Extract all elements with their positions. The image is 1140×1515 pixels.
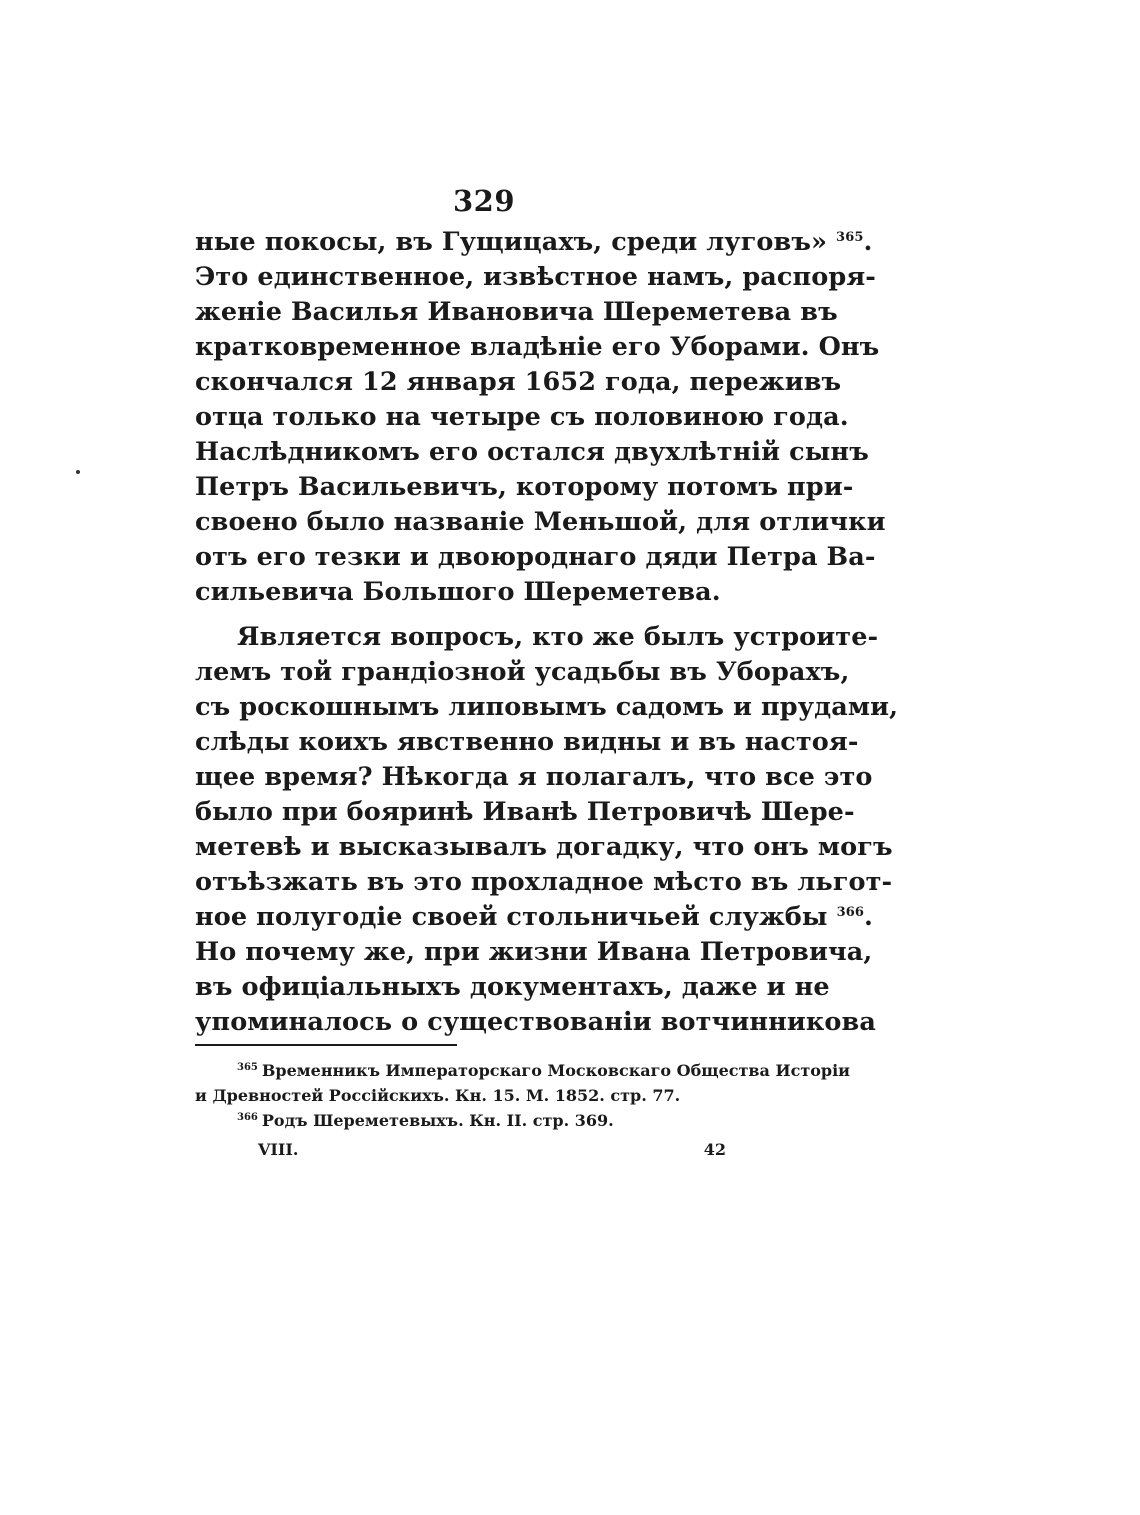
footnote-365: $^{365}$ Временникъ Императорскаго Московскаго Общества Исторіи: [237, 1061, 851, 1080]
footnote-number: 365: [237, 1062, 258, 1073]
text-line: щее время? Нѣкогда я полагалъ, что все это: [195, 762, 873, 792]
text-line: сильевича Большого Шереметева.: [195, 577, 721, 607]
text-line: Это единственное, извѣстное намъ, распоря-: [195, 262, 876, 292]
footnote-365-continued: и Древностей Россійскихъ. Кн. 15. М. 1852. стр. 77.: [195, 1086, 681, 1105]
text-line: ное полугодіе своей стольничьей службы $^{366}$.: [195, 902, 873, 932]
page-number: 329: [452, 184, 516, 218]
text-line: отъѣзжать въ это прохладное мѣсто въ льгот-: [195, 867, 893, 897]
footnote-ref-366[interactable]: 366: [836, 905, 864, 920]
signature-volume: VIII.: [258, 1140, 299, 1159]
text-line: съ роскошнымъ липовымъ садомъ и прудами,: [195, 692, 899, 722]
text-line: Наслѣдникомъ его остался двухлѣтній сынъ: [195, 437, 869, 467]
text-line: лемъ той грандіозной усадьбы въ Уборахъ,: [195, 657, 850, 687]
text-line: женіе Василья Ивановича Шереметева въ: [195, 297, 838, 327]
footnote-ref-365[interactable]: 365: [836, 230, 864, 245]
text-line: было при бояринѣ Иванѣ Петровичѣ Шере-: [195, 797, 855, 827]
main-text: [195, 225, 899, 1040]
footnotes: [195, 1058, 851, 1133]
footnote-366: $^{366}$ Родъ Шереметевыхъ. Кн. II. стр. 369.: [237, 1111, 614, 1130]
printer-signature: [258, 1140, 726, 1164]
text-line: кратковременное владѣніе его Уборами. Онъ: [195, 332, 880, 362]
stray-mark: [76, 470, 80, 474]
text-line: Но почему же, при жизни Ивана Петровича,: [195, 937, 873, 967]
text-line: Является вопросъ, кто же былъ устроите-: [237, 622, 879, 652]
text-line: отъ его тезки и двоюроднаго дяди Петра Ва-: [195, 542, 876, 572]
text-line: Петръ Васильевичъ, которому потомъ при-: [195, 472, 854, 502]
text-line: своено было названіе Меньшой, для отлички: [195, 507, 886, 537]
text-line: ные покосы, въ Гущицахъ, среди луговъ» $^{365}$.: [195, 227, 873, 257]
signature-sheet: 42: [703, 1140, 726, 1159]
text-line: упоминалось о существованіи вотчинникова: [195, 1007, 876, 1037]
footnote-divider: [195, 1044, 457, 1046]
text-line: слѣды коихъ явственно видны и въ настоя-: [195, 727, 859, 757]
footnote-number: 366: [237, 1112, 258, 1123]
text-line: отца только на четыре съ половиною года.: [195, 402, 849, 432]
text-line: въ офиціальныхъ документахъ, даже и не: [195, 972, 830, 1002]
text-line: метевѣ и высказывалъ догадку, что онъ могъ: [195, 832, 893, 862]
text-line: скончался 12 января 1652 года, переживъ: [195, 367, 842, 397]
paragraph-gap: [195, 610, 773, 620]
